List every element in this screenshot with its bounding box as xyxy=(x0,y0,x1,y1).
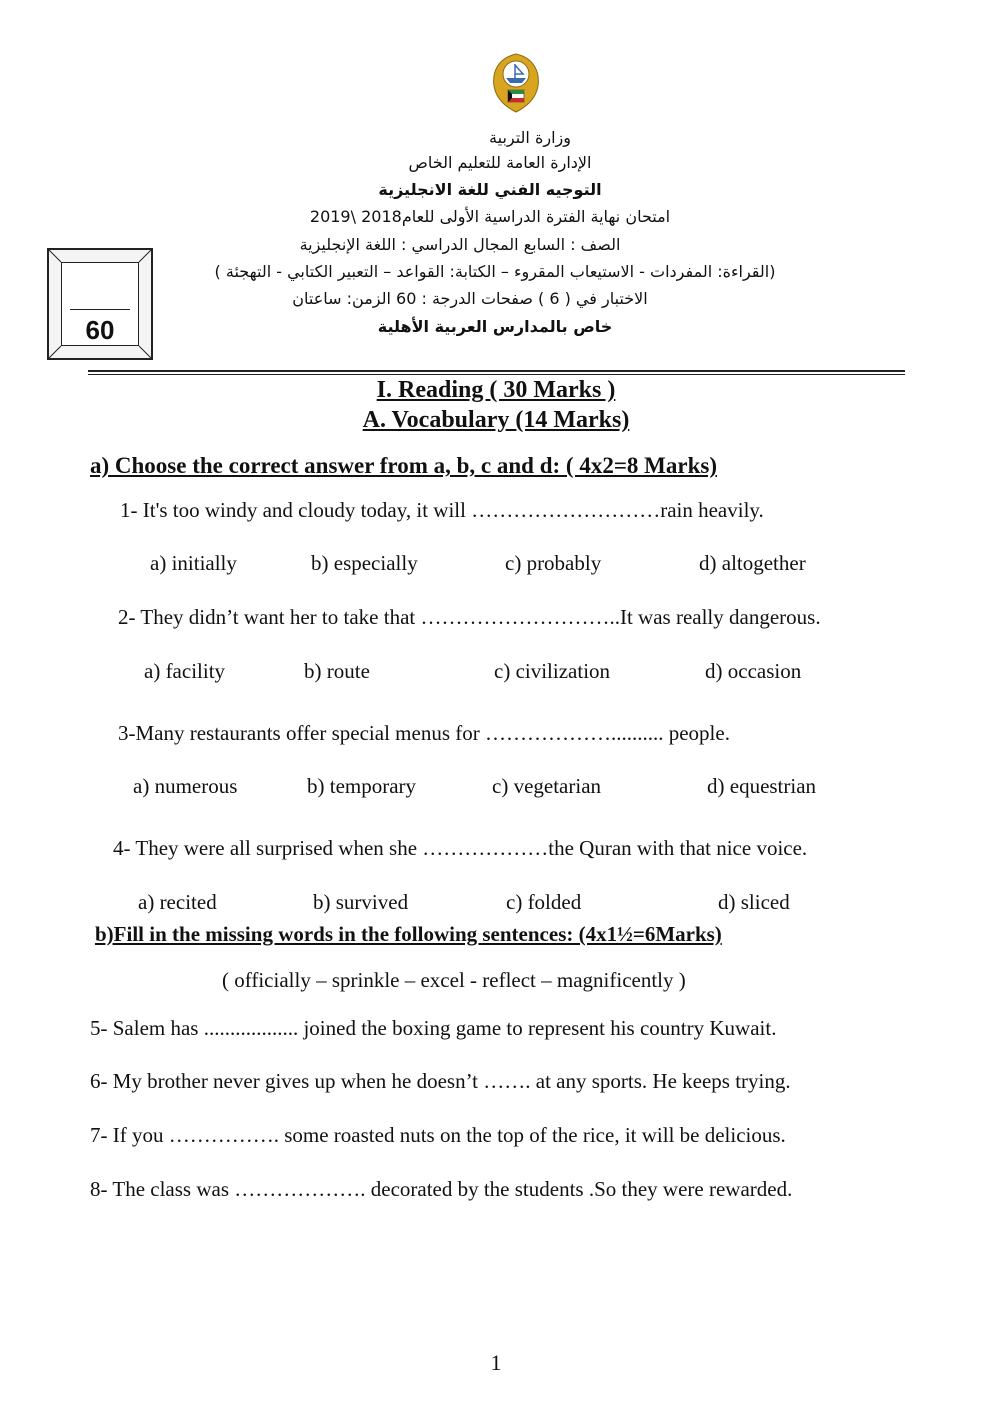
section-subtitle: A. Vocabulary (14 Marks) xyxy=(362,407,630,433)
schools-note: خاص بالمدارس العربية الأهلية xyxy=(377,317,613,336)
q4-option-a: a) recited xyxy=(138,890,217,914)
supervision-name: التوجيه الفني للغة الانجليزية xyxy=(378,180,602,199)
score-box xyxy=(47,248,153,360)
section-title: I. Reading ( 30 Marks ) xyxy=(376,377,616,403)
pages-duration-info: الاختبار في ( 6 ) صفحات الدرجة : 60 الزمن: ساعتان xyxy=(292,289,648,308)
directorate-name: الإدارة العامة للتعليم الخاص xyxy=(408,153,592,172)
question-3: 3-Many restaurants offer special menus for ……………….......... people. xyxy=(118,721,730,745)
q2-option-a: a) facility xyxy=(144,659,226,683)
part-a-instruction: a) Choose the correct answer from a, b, c and d: ( 4x2=8 Marks) xyxy=(90,453,717,478)
score-blank-line xyxy=(70,309,130,310)
page-number: 1 xyxy=(490,1350,502,1375)
score-box-inner xyxy=(61,262,139,346)
ministry-name: وزارة التربية xyxy=(489,128,571,147)
sentence-7: 7- If you ……………. some roasted nuts on the top of the rice, it will be delicious. xyxy=(90,1123,786,1147)
q2-option-c: c) civilization xyxy=(494,659,611,683)
q3-option-c: c) vegetarian xyxy=(492,774,602,798)
exam-skills: (القراءة: المفردات - الاستيعاب المقروء – الكتابة: القواعد – التعبير الكتابي - التهجئة ) xyxy=(214,262,776,281)
header-divider-thin xyxy=(88,374,905,375)
q3-option-a: a) numerous xyxy=(133,774,238,798)
question-2: 2- They didn’t want her to take that ………………………..It was really dangerous. xyxy=(118,605,821,629)
word-bank: ( officially – sprinkle – excel - reflect – magnificently ) xyxy=(222,968,686,992)
q1-option-c: c) probably xyxy=(505,551,602,575)
header-divider xyxy=(88,370,905,372)
question-4: 4- They were all surprised when she ………………the Quran with that nice voice. xyxy=(113,836,808,860)
q2-option-d: d) occasion xyxy=(705,659,802,683)
q4-option-b: b) survived xyxy=(313,890,409,914)
part-b-instruction: b)Fill in the missing words in the following sentences: (4x1½=6Marks) xyxy=(95,922,722,946)
q1-option-d: d) altogether xyxy=(699,551,806,575)
q3-option-d: d) equestrian xyxy=(707,774,817,798)
q4-option-c: c) folded xyxy=(506,890,582,914)
sentence-5: 5- Salem has .................. joined the boxing game to represent his country Kuwait. xyxy=(90,1016,777,1040)
q4-option-d: d) sliced xyxy=(718,890,790,914)
grade-subject: الصف : السابع المجال الدراسي : اللغة الإنجليزية xyxy=(299,235,621,254)
q2-option-b: b) route xyxy=(304,659,370,683)
q1-option-a: a) initially xyxy=(150,551,237,575)
sentence-6: 6- My brother never gives up when he doesn’t ……. at any sports. He keeps trying. xyxy=(90,1069,791,1093)
kuwait-emblem xyxy=(488,52,544,116)
question-1: 1- It's too windy and cloudy today, it will ………………………rain heavily. xyxy=(120,498,764,522)
sentence-8: 8- The class was ………………. decorated by the students .So they were rewarded. xyxy=(90,1177,793,1201)
q1-option-b: b) especially xyxy=(311,551,418,575)
q3-option-b: b) temporary xyxy=(307,774,417,798)
exam-title: امتحان نهاية الفترة الدراسية الأولى للعام2018 \2019 xyxy=(309,207,671,226)
score-total: 60 xyxy=(85,315,115,345)
